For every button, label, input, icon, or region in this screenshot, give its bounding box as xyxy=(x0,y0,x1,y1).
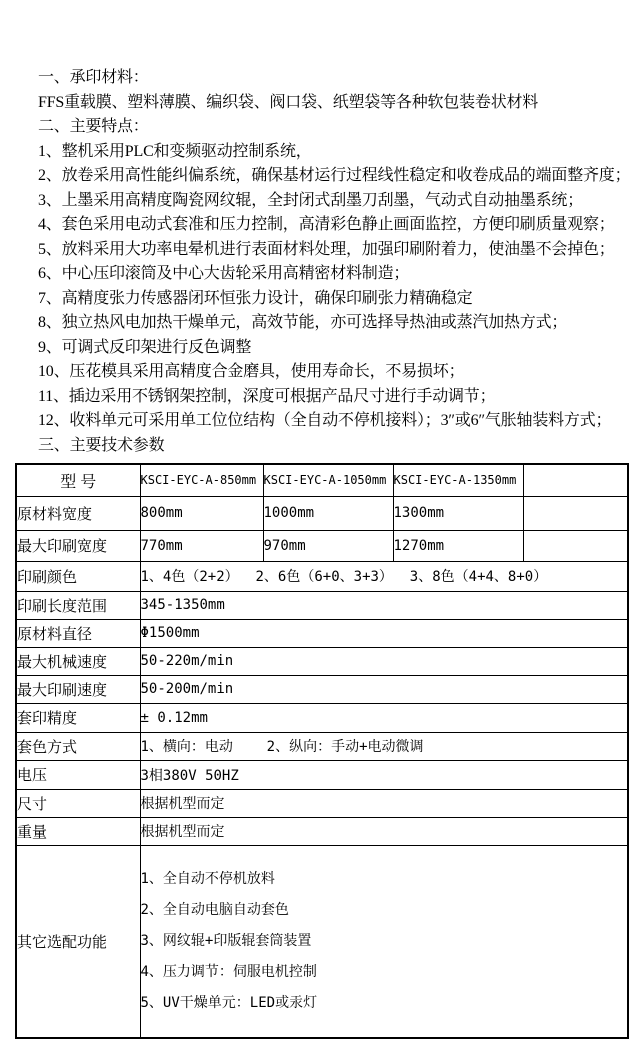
table-row-material-width xyxy=(16,496,628,530)
row-label: 印刷颜色 xyxy=(16,561,140,591)
cell-value: ± 0.12mm xyxy=(140,703,628,732)
model-value: KSCI-EYC-A-850mm xyxy=(140,464,263,496)
cell-value: 根据机型而定 xyxy=(140,789,628,817)
table-row-max-mech-speed xyxy=(16,647,628,675)
cell-value: Φ1500mm xyxy=(140,619,628,647)
cell-value: 1270mm xyxy=(393,530,523,561)
intro-line: 8、独立热风电加热干燥单元，高效节能，亦可选择导热油或蒸汽加热方式； xyxy=(38,314,568,331)
intro-line: 12、收料单元可采用单工位位结构（全自动不停机接料）；3″或6″气胀轴装料方式； xyxy=(38,412,612,429)
cell-value: 1000mm xyxy=(263,496,393,530)
cell-value: 50-220m/min xyxy=(140,647,628,675)
cell-value: 1、横向：电动 2、纵向：手动+电动微调 xyxy=(140,732,628,760)
row-label: 最大机械速度 xyxy=(16,647,140,675)
cell-value: 345-1350mm xyxy=(140,591,628,619)
intro-line: 3、上墨采用高精度陶瓷网纹辊，全封闭式刮墨刀刮墨，气动式自动抽墨系统； xyxy=(38,191,584,209)
row-label: 型 号 xyxy=(16,464,140,496)
intro-line: 2、放卷采用高性能纠偏系统，确保基材运行过程线性稳定和收卷成品的端面整齐度； xyxy=(38,167,631,184)
model-value: KSCI-EYC-A-1050mm xyxy=(263,464,393,496)
table-row-print-width xyxy=(16,530,628,561)
intro-line: 10、压花模具采用高精度合金磨具，使用寿命长，不易损坏； xyxy=(38,363,465,380)
cell-value: 1300mm xyxy=(393,496,523,530)
cell-value: 根据机型而定 xyxy=(140,817,628,845)
table-row-weight xyxy=(16,817,628,845)
intro-line: 二、主要特点： xyxy=(38,118,149,135)
model-value: KSCI-EYC-A-1350mm xyxy=(393,464,523,496)
intro-line: 11、插边采用不锈钢架控制，深度可根据产品尺寸进行手动调节； xyxy=(38,387,496,405)
cell-value: 800mm xyxy=(140,496,263,530)
row-label: 套印精度 xyxy=(16,703,140,732)
table-row-print-colors xyxy=(16,561,628,591)
table-row-voltage xyxy=(16,760,628,789)
table-row-register-accuracy xyxy=(16,703,628,732)
empty-cell xyxy=(523,530,628,561)
table-row-max-print-speed xyxy=(16,675,628,703)
table-row-dimensions xyxy=(16,789,628,817)
cell-value: 970mm xyxy=(263,530,393,561)
empty-cell xyxy=(523,464,628,496)
intro-line: 5、放料采用大功率电晕机进行表面材料处理，加强印刷附着力，使油墨不会掉色； xyxy=(38,240,615,258)
intro-line: 6、中心压印滚筒及中心大齿轮采用高精密材料制造； xyxy=(38,265,410,282)
table-row-register-mode xyxy=(16,732,628,760)
intro-line: 一、承印材料： xyxy=(38,69,149,86)
intro-line: 4、套色采用电动式套准和压力控制，高清彩色静止画面监控，方便印刷质量观察； xyxy=(38,216,615,233)
row-label: 套色方式 xyxy=(16,732,140,760)
empty-cell xyxy=(523,496,628,530)
table-row-material-diameter xyxy=(16,619,628,647)
row-label: 原材料宽度 xyxy=(16,496,140,530)
table-row-optional-functions xyxy=(16,845,628,1038)
row-label: 尺寸 xyxy=(16,789,140,817)
section-title-tech-params: 三、主要技术参数 xyxy=(38,436,165,454)
cell-value: 3相380V 50HZ xyxy=(140,760,628,789)
cell-value: 50-200m/min xyxy=(140,675,628,703)
table-row-model xyxy=(16,464,628,496)
cell-value: 1、4色（2+2） 2、6色（6+0、3+3） 3、8色（4+4、8+0） xyxy=(140,561,628,591)
option-item: 2、全自动电脑自动套色 xyxy=(140,901,289,918)
option-item: 5、UV干燥单元：LED或汞灯 xyxy=(140,994,318,1011)
row-label: 印刷长度范围 xyxy=(16,591,140,619)
intro-line: 1、整机采用PLC和变频驱动控制系统， xyxy=(38,142,312,160)
spec-table xyxy=(15,463,629,1039)
options-cell xyxy=(140,845,628,1038)
intro-line: 9、可调式反印架进行反色调整 xyxy=(38,338,252,356)
option-item: 3、网纹辊+印版辊套筒装置 xyxy=(140,932,312,949)
row-label: 最大印刷宽度 xyxy=(16,530,140,561)
intro-line: FFS重载膜、塑料薄膜、编织袋、阀口袋、纸塑袋等各种软包装卷状材料 xyxy=(38,93,539,111)
row-label: 原材料直径 xyxy=(16,619,140,647)
option-item: 1、全自动不停机放料 xyxy=(140,870,275,887)
cell-value: 770mm xyxy=(140,530,263,561)
row-label: 最大印刷速度 xyxy=(16,675,140,703)
option-item: 4、压力调节：伺服电机控制 xyxy=(140,963,317,980)
intro-line: 7、高精度张力传感器闭环恒张力设计，确保印刷张力精确稳定 xyxy=(38,289,473,307)
table-row-print-length xyxy=(16,591,628,619)
row-label: 其它选配功能 xyxy=(16,845,140,1038)
intro-text-block xyxy=(38,66,634,458)
row-label: 电压 xyxy=(16,760,140,789)
row-label: 重量 xyxy=(16,817,140,845)
